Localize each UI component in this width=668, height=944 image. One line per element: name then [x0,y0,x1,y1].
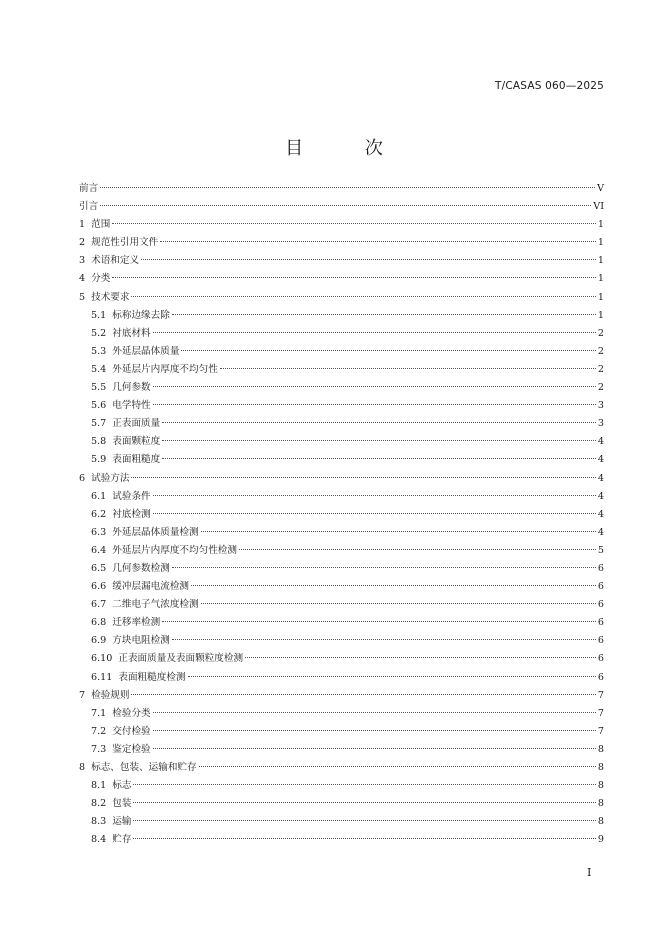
toc-entry-title: 运输 [112,816,132,828]
dot-leader [153,748,596,749]
toc-entry[interactable] [79,578,604,596]
toc-entry-page: 6 [597,617,604,629]
dot-leader [153,730,596,731]
toc-entry-title: 二维电子气浓度检测 [112,599,199,611]
toc-entry-page: 1 [597,237,604,249]
toc-entry-title: 几何参数检测 [112,562,170,574]
toc-entry-number: 7.2 [91,725,107,737]
toc-entry-title: 外延层片内厚度不均匀性检测 [112,544,237,556]
toc-entry-title: 标志 [112,780,132,792]
dot-leader [172,314,596,315]
toc-entry-title: 范围 [91,219,111,231]
toc-entry[interactable] [79,470,604,488]
toc-entry-title: 检验分类 [112,707,151,719]
toc-entry-page: 4 [597,508,604,520]
toc-entry-number: 8 [79,762,86,773]
dot-leader [112,277,596,278]
toc-entry[interactable] [79,705,604,723]
toc-entry-number: 6.6 [91,581,107,593]
toc-entry[interactable] [79,524,604,542]
toc-entry-title: 交付检验 [112,725,151,737]
toc-entry-title: 缓冲层漏电流检测 [112,581,190,593]
toc-entry-number: 6.4 [91,544,107,556]
dot-leader [199,766,596,767]
toc-entry-page: 1 [597,273,604,285]
toc-entry-page: 1 [597,309,604,321]
toc-entry[interactable] [79,488,604,506]
toc-entry-page: 6 [597,599,604,611]
dot-leader [100,187,595,188]
toc-entry-page: V [597,183,604,194]
page-number: I [587,866,592,879]
toc-entry-number: 8.4 [91,834,107,846]
toc-entry-number: 5.4 [91,363,107,375]
toc-entry[interactable] [79,669,604,687]
dot-leader [153,386,596,387]
toc-entry-page: 2 [597,382,604,394]
toc-entry-page: 8 [597,780,604,792]
toc-entry-page: 1 [597,219,604,231]
toc-entry-number: 5 [79,291,86,303]
toc-entry-title: 试验条件 [112,490,151,502]
dot-leader [239,549,596,550]
toc-entry-page: 4 [597,472,604,484]
toc-entry-title: 方块电阻检测 [112,635,170,647]
table-of-contents [79,180,604,849]
toc-entry-title: 衬底材料 [112,327,151,339]
dot-leader [131,296,595,297]
toc-entry-title: 引言 [79,201,99,213]
toc-entry-page: 9 [597,834,604,846]
toc-entry-number: 5.3 [91,345,107,357]
toc-entry[interactable] [79,560,604,578]
toc-entry-page: 6 [597,635,604,647]
toc-entry-page: 7 [597,725,604,737]
toc-entry-page: 7 [597,707,604,719]
toc-entry-number: 6.9 [91,635,107,647]
dot-leader [133,820,595,821]
toc-entry-number: 5.5 [91,382,107,394]
toc-entry[interactable] [79,723,604,741]
toc-entry-number: 8.3 [91,816,107,828]
toc-entry-page: 8 [597,743,604,755]
dot-leader [181,350,595,351]
dot-leader [133,784,595,785]
toc-entry-title: 正表面质量及表面颗粒度检测 [118,653,244,665]
toc-entry-title: 分类 [91,273,111,285]
dot-leader [245,657,596,658]
toc-entry[interactable] [79,795,604,813]
toc-entry-title: 几何参数 [112,382,151,394]
toc-entry-title: 表面粗糙度 [112,454,161,466]
toc-entry-title: 标称边缘去除 [112,309,170,321]
toc-entry[interactable] [79,343,604,361]
dot-leader [162,422,596,423]
toc-entry[interactable] [79,650,604,668]
toc-entry-title: 标志、包装、运输和贮存 [91,762,197,773]
dot-leader [133,802,595,803]
dot-leader [100,205,591,206]
toc-entry[interactable] [79,415,604,433]
toc-entry[interactable] [79,741,604,759]
toc-entry-number: 5.1 [91,309,107,321]
toc-entry-title: 检验规则 [91,689,130,701]
toc-entry[interactable] [79,506,604,524]
toc-entry[interactable] [79,216,604,234]
dot-leader [133,838,595,839]
toc-entry[interactable] [79,252,604,270]
toc-entry-page: 2 [597,345,604,357]
toc-entry[interactable] [79,289,604,307]
toc-entry[interactable] [79,397,604,415]
toc-entry-title: 电学特性 [112,400,151,412]
dot-leader [191,585,596,586]
toc-entry[interactable] [79,596,604,614]
dot-leader [131,477,595,478]
toc-entry-number: 5.9 [91,454,107,466]
toc-entry[interactable] [79,325,604,343]
toc-entry-title: 迁移率检测 [112,617,161,629]
toc-entry-number: 6.11 [91,671,113,683]
toc-entry-page: 2 [597,327,604,339]
toc-entry-number: 6.2 [91,508,107,520]
toc-entry[interactable] [79,759,604,777]
dot-leader [172,567,596,568]
toc-entry-title: 衬底检测 [112,508,151,520]
toc-entry[interactable] [79,777,604,795]
toc-entry-page: 1 [597,255,604,267]
dot-leader [172,639,596,640]
toc-entry-page: 6 [597,671,604,683]
toc-entry-page: 4 [597,454,604,466]
toc-entry[interactable] [79,831,604,849]
toc-entry-title: 试验方法 [91,472,130,484]
toc-entry-number: 2 [79,237,86,249]
toc-entry-number: 5.6 [91,400,107,412]
toc-entry-page: 3 [597,418,604,430]
toc-entry[interactable] [79,198,604,216]
toc-entry-title: 表面颗粒度 [112,436,161,448]
toc-entry[interactable] [79,614,604,632]
dot-leader [188,676,596,677]
toc-entry[interactable] [79,270,604,288]
toc-entry-page: 6 [597,562,604,574]
dot-leader [131,694,595,695]
toc-entry-page: 4 [597,490,604,502]
toc-entry-number: 4 [79,273,86,285]
toc-entry-number: 6 [79,472,86,484]
toc-entry-number: 7 [79,689,86,701]
dot-leader [162,458,596,459]
toc-entry-title: 贮存 [112,834,132,846]
dot-leader [220,368,596,369]
toc-entry-number: 5.8 [91,436,107,448]
dot-leader [201,531,596,532]
toc-entry[interactable] [79,542,604,560]
toc-entry-number: 6.1 [91,490,107,502]
toc-entry-title: 前言 [79,183,99,194]
toc-entry[interactable] [79,687,604,705]
toc-entry-page: 2 [597,363,604,375]
toc-entry-title: 正表面质量 [112,418,161,430]
toc-entry-number: 6.10 [91,653,113,665]
toc-entry[interactable] [79,433,604,451]
dot-leader [153,404,596,405]
dot-leader [112,223,596,224]
toc-entry-title: 技术要求 [91,291,130,303]
toc-entry-title: 外延层片内厚度不均匀性 [112,363,218,375]
dot-leader [153,513,596,514]
toc-entry-page: 8 [597,762,604,773]
toc-entry[interactable] [79,361,604,379]
page-title: 目 次 [285,138,411,159]
toc-entry-number: 8.2 [91,798,107,810]
toc-entry-title: 规范性引用文件 [91,237,159,249]
dot-leader [160,241,596,242]
dot-leader [201,603,596,604]
dot-leader [162,621,596,622]
dot-leader [153,332,596,333]
toc-entry-page: 6 [597,653,604,665]
toc-entry[interactable] [79,632,604,650]
toc-entry-page: 4 [597,436,604,448]
dot-leader [141,259,596,260]
toc-entry-title: 包装 [112,798,132,810]
toc-entry-title: 表面粗糙度检测 [118,671,186,683]
toc-entry-page: VI [593,201,604,213]
toc-entry-title: 外延层晶体质量检测 [112,526,199,538]
toc-entry-number: 7.3 [91,743,107,755]
toc-entry-number: 5.7 [91,418,107,430]
toc-entry-page: 7 [597,689,604,701]
toc-entry-title: 外延层晶体质量 [112,345,180,357]
toc-entry-page: 8 [597,816,604,828]
toc-entry-number: 6.7 [91,599,107,611]
dot-leader [153,712,596,713]
toc-entry-page: 4 [597,526,604,538]
toc-entry-number: 7.1 [91,707,107,719]
toc-entry[interactable] [79,451,604,469]
toc-entry-number: 6.3 [91,526,107,538]
toc-entry-page: 5 [597,544,604,556]
toc-entry-number: 1 [79,219,86,231]
toc-entry[interactable] [79,813,604,831]
toc-entry-title: 鉴定检验 [112,743,151,755]
toc-entry-number: 5.2 [91,327,107,339]
toc-entry-page: 1 [597,291,604,303]
toc-entry-title: 术语和定义 [91,255,140,267]
toc-entry-page: 6 [597,581,604,593]
toc-entry[interactable] [79,379,604,397]
toc-entry-number: 6.5 [91,562,107,574]
toc-entry-page: 8 [597,798,604,810]
toc-entry[interactable] [79,234,604,252]
toc-entry-number: 8.1 [91,780,107,792]
dot-leader [162,440,596,441]
toc-entry-number: 3 [79,255,86,267]
toc-entry-page: 3 [597,400,604,412]
dot-leader [153,495,596,496]
toc-entry[interactable] [79,307,604,325]
toc-entry-number: 6.8 [91,617,107,629]
toc-entry[interactable] [79,180,604,198]
document-id: T/CASAS 060—2025 [495,80,604,92]
